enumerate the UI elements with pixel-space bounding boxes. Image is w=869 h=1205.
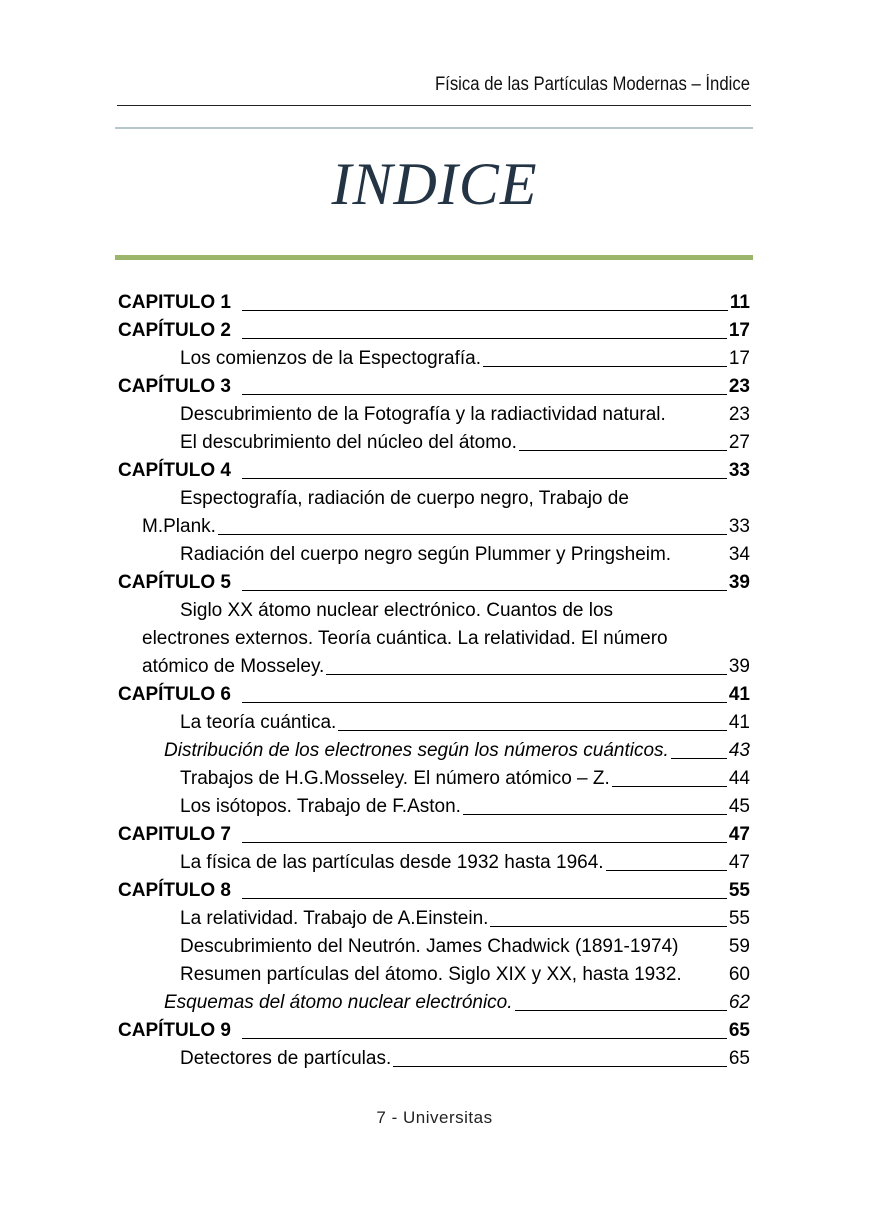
dot-leader (242, 338, 727, 339)
toc-page-number: 59 (728, 936, 750, 957)
dot-leader (326, 674, 727, 675)
toc-page-number: 43 (728, 740, 750, 761)
toc-page-number: 62 (728, 992, 750, 1013)
toc-entry-label: M.Plank. (142, 516, 216, 537)
toc-page-number: 39 (728, 656, 750, 677)
toc-page-number: 47 (728, 852, 750, 873)
toc-entry-label: CAPÍTULO 2 (118, 320, 231, 341)
toc-chapter-entry[interactable] (118, 289, 750, 317)
toc-entry-label: electrones externos. Teoría cuántica. La relatividad. El número (142, 628, 668, 649)
toc-entry-label: Descubrimiento del Neutrón. James Chadwick (1891-1974) (180, 936, 679, 957)
dot-leader (242, 1038, 727, 1039)
toc-entry[interactable] (118, 709, 750, 737)
toc-entry[interactable] (118, 345, 750, 373)
toc-page-number: 44 (728, 768, 750, 789)
toc-chapter-entry[interactable] (118, 317, 750, 345)
toc-entry-label: La física de las partículas desde 1932 hasta 1964. (180, 852, 604, 873)
toc-entry-label: Siglo XX átomo nuclear electrónico. Cuantos de los (180, 600, 614, 621)
toc-entry-label: Espectografía, radiación de cuerpo negro, Trabajo de (180, 488, 629, 509)
toc-entry-label: La relatividad. Trabajo de A.Einstein. (180, 908, 489, 929)
dot-leader (463, 814, 727, 815)
dot-leader (483, 366, 727, 367)
toc-page-number: 55 (728, 908, 750, 929)
toc-entry[interactable] (118, 989, 750, 1017)
toc-entry-label: El descubrimiento del núcleo del átomo. (180, 432, 517, 453)
toc-entry-label: Los comienzos de la Espectografía. (180, 348, 482, 369)
toc-entry[interactable] (118, 653, 750, 681)
toc-entry[interactable] (118, 429, 750, 457)
toc-entry-label: CAPÍTULO 4 (118, 460, 231, 481)
toc-entry[interactable] (118, 933, 750, 961)
toc-page-number: 27 (728, 432, 750, 453)
dot-leader (242, 590, 727, 591)
dot-leader (242, 898, 727, 899)
toc-chapter-entry[interactable] (118, 457, 750, 485)
toc-page-number: 55 (728, 880, 750, 901)
dot-leader (242, 842, 727, 843)
dot-leader (242, 310, 728, 311)
toc-page-number: 17 (728, 320, 750, 341)
dot-leader (242, 394, 727, 395)
toc-entry-label: Radiación del cuerpo negro según Plummer y Pringsheim. (180, 544, 672, 565)
dot-leader (242, 478, 727, 479)
table-of-contents (118, 289, 750, 1073)
toc-entry[interactable] (118, 765, 750, 793)
toc-entry-label: Esquemas del átomo nuclear electrónico. (164, 992, 513, 1013)
toc-page-number: 41 (728, 712, 750, 733)
toc-page-number: 39 (728, 572, 750, 593)
toc-entry[interactable] (118, 597, 750, 625)
toc-entry[interactable] (118, 541, 750, 569)
toc-page-number: 23 (728, 376, 750, 397)
toc-page-number: 17 (728, 348, 750, 369)
toc-entry-label: CAPÍTULO 6 (118, 684, 231, 705)
toc-entry[interactable] (118, 625, 750, 653)
toc-chapter-entry[interactable] (118, 373, 750, 401)
toc-chapter-entry[interactable] (118, 681, 750, 709)
toc-chapter-entry[interactable] (118, 569, 750, 597)
toc-entry-label: CAPITULO 1 (118, 292, 231, 313)
toc-entry-label: CAPÍTULO 9 (118, 1020, 231, 1041)
toc-entry-label: La teoría cuántica. (180, 712, 337, 733)
header-rule (117, 105, 751, 106)
toc-entry-label: Detectores de partículas. (180, 1048, 392, 1069)
dot-leader (218, 534, 727, 535)
toc-page-number: 45 (728, 796, 750, 817)
dot-leader (490, 926, 726, 927)
dot-leader (519, 450, 727, 451)
toc-entry-label: CAPÍTULO 5 (118, 572, 231, 593)
toc-page-number: 65 (728, 1048, 750, 1069)
toc-entry[interactable] (118, 401, 750, 429)
toc-page-number: 60 (728, 964, 750, 985)
dot-leader (606, 870, 727, 871)
toc-entry[interactable] (118, 905, 750, 933)
toc-entry-label: CAPITULO 7 (118, 824, 231, 845)
dot-leader (612, 786, 727, 787)
toc-chapter-entry[interactable] (118, 821, 750, 849)
toc-page-number: 47 (728, 824, 750, 845)
toc-page-number: 41 (728, 684, 750, 705)
dot-leader (242, 702, 727, 703)
toc-entry-label: CAPÍTULO 3 (118, 376, 231, 397)
toc-entry[interactable] (118, 737, 750, 765)
toc-page-number: 11 (729, 292, 750, 313)
toc-page-number: 33 (728, 460, 750, 481)
toc-entry[interactable] (118, 793, 750, 821)
toc-entry[interactable] (118, 485, 750, 513)
toc-entry-label: atómico de Mosseley. (142, 656, 325, 677)
toc-entry-label: Descubrimiento de la Fotografía y la radiactividad natural. (180, 404, 666, 425)
toc-chapter-entry[interactable] (118, 877, 750, 905)
toc-chapter-entry[interactable] (118, 1017, 750, 1045)
title-bottom-rule (115, 255, 753, 260)
toc-entry-label: Trabajos de H.G.Mosseley. El número atómico – Z. (180, 768, 610, 789)
toc-entry[interactable] (118, 961, 750, 989)
dot-leader (338, 730, 727, 731)
page-title: INDICE (331, 151, 538, 217)
toc-entry[interactable] (118, 513, 750, 541)
toc-page-number: 65 (728, 1020, 750, 1041)
running-header: Física de las Partículas Modernas – Índice (434, 74, 750, 95)
toc-entry-label: Distribución de los electrones según los números cuánticos. (164, 740, 669, 761)
dot-leader (671, 758, 727, 759)
toc-entry-label: Los isótopos. Trabajo de F.Aston. (180, 796, 461, 817)
page-footer: 7 - Universitas (376, 1108, 493, 1127)
toc-page-number: 33 (728, 516, 750, 537)
toc-entry[interactable] (118, 849, 750, 877)
dot-leader (393, 1066, 727, 1067)
toc-entry[interactable] (118, 1045, 750, 1073)
title-top-rule (115, 127, 753, 129)
toc-page-number: 34 (728, 544, 750, 565)
toc-entry-label: Resumen partículas del átomo. Siglo XIX y XX, hasta 1932. (180, 964, 682, 985)
dot-leader (515, 1010, 727, 1011)
toc-page-number: 23 (728, 404, 750, 425)
toc-entry-label: CAPÍTULO 8 (118, 880, 231, 901)
